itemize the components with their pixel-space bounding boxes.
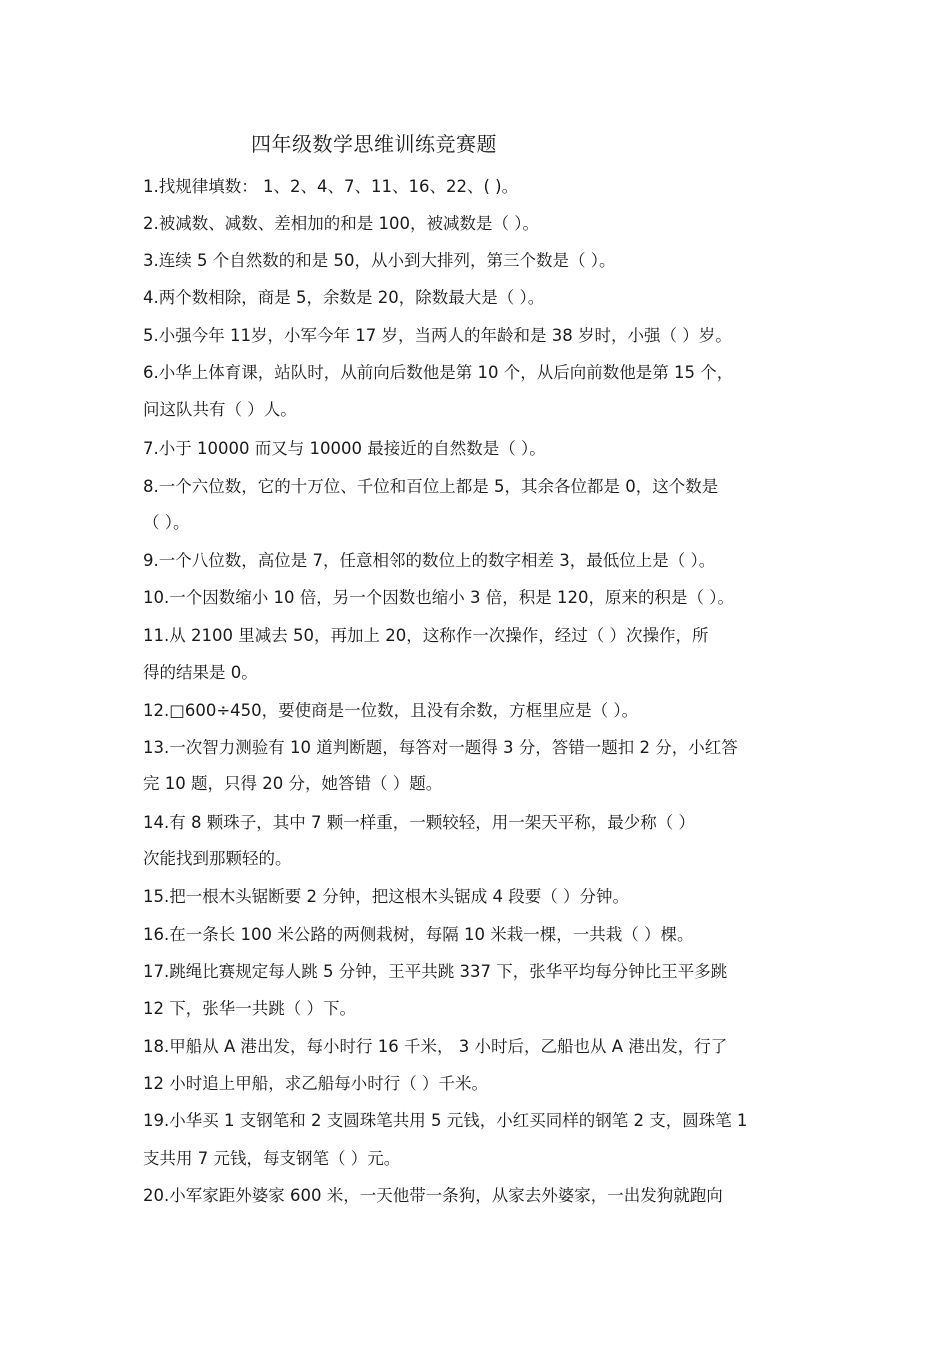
question-line: 19.小华买 1 支钢笔和 2 支圆珠笔共用 5 元钱，小红买同样的钢笔 2 支，圆珠笔 1 <box>143 1111 748 1130</box>
question-line: 12 小时追上甲船，求乙船每小时行（ ）千米。 <box>143 1074 488 1093</box>
question-line: 9.一个八位数，高位是 7，任意相邻的数位上的数字相差 3，最低位上是（ ）。 <box>143 551 716 570</box>
question-line: 问这队共有（ ）人。 <box>143 400 297 419</box>
question-line: 3.连续 5 个自然数的和是 50，从小到大排列，第三个数是（ ）。 <box>143 251 616 270</box>
question-line: 10.一个因数缩小 10 倍，另一个因数也缩小 3 倍，积是 120，原来的积是（ ）。 <box>143 588 734 607</box>
question-line: 2.被减数、减数、差相加的和是 100，被减数是（ ）。 <box>143 214 539 233</box>
question-line: 次能找到那颗轻的。 <box>143 849 292 868</box>
question-line: 14.有 8 颗珠子，其中 7 颗一样重，一颗较轻，用一架天平称，最少称（ ） <box>143 813 695 832</box>
question-line: 20.小军家距外婆家 600 米，一天他带一条狗，从家去外婆家，一出发狗就跑向 <box>143 1186 723 1205</box>
question-line: 1.找规律填数： 1、2、4、7、11、16、22、( )。 <box>143 177 519 196</box>
question-line: 18.甲船从 A 港出发，每小时行 16 千米， 3 小时后，乙船也从 A 港出发，行了 <box>143 1037 728 1056</box>
question-line: 7.小于 10000 而又与 10000 最接近的自然数是（ ）。 <box>143 439 546 458</box>
question-line: 16.在一条长 100 米公路的两侧栽树，每隔 10 米栽一棵，一共栽（ ）棵。 <box>143 925 694 944</box>
question-line: 15.把一根木头锯断要 2 分钟，把这根木头锯成 4 段要（ ）分钟。 <box>143 887 629 906</box>
question-line: 5.小强今年 11岁，小军今年 17 岁，当两人的年龄和是 38 岁时，小强（ ）岁。 <box>143 326 732 345</box>
question-line: 11.从 2100 里减去 50，再加上 20，这称作一次操作，经过（ ）次操作，所 <box>143 626 709 645</box>
question-line: 得的结果是 0。 <box>143 663 258 682</box>
question-line: （ ）。 <box>143 513 190 532</box>
question-line: 8.一个六位数，它的十万位、千位和百位上都是 5，其余各位都是 0，这个数是 <box>143 477 719 496</box>
question-line: 4.两个数相除，商是 5，余数是 20，除数最大是（ ）。 <box>143 288 545 307</box>
question-line: 13.一次智力测验有 10 道判断题，每答对一题得 3 分，答错一题扣 2 分，小红答 <box>143 738 738 757</box>
question-line: 支共用 7 元钱，每支钢笔（ ）元。 <box>143 1149 401 1168</box>
question-line: 17.跳绳比赛规定每人跳 5 分钟，王平共跳 337 下，张华平均每分钟比王平多跳 <box>143 962 728 981</box>
question-line: 完 10 题，只得 20 分，她答错（ ）题。 <box>143 774 443 793</box>
question-line: 12.□600÷450，要使商是一位数，且没有余数，方框里应是（ ）。 <box>143 701 639 720</box>
question-line: 12 下，张华一共跳（ ）下。 <box>143 999 356 1018</box>
page-title: 四年级数学思维训练竞赛题 <box>251 132 497 156</box>
question-line: 6.小华上体育课，站队时，从前向后数他是第 10 个，从后向前数他是第 15 个， <box>143 363 734 382</box>
